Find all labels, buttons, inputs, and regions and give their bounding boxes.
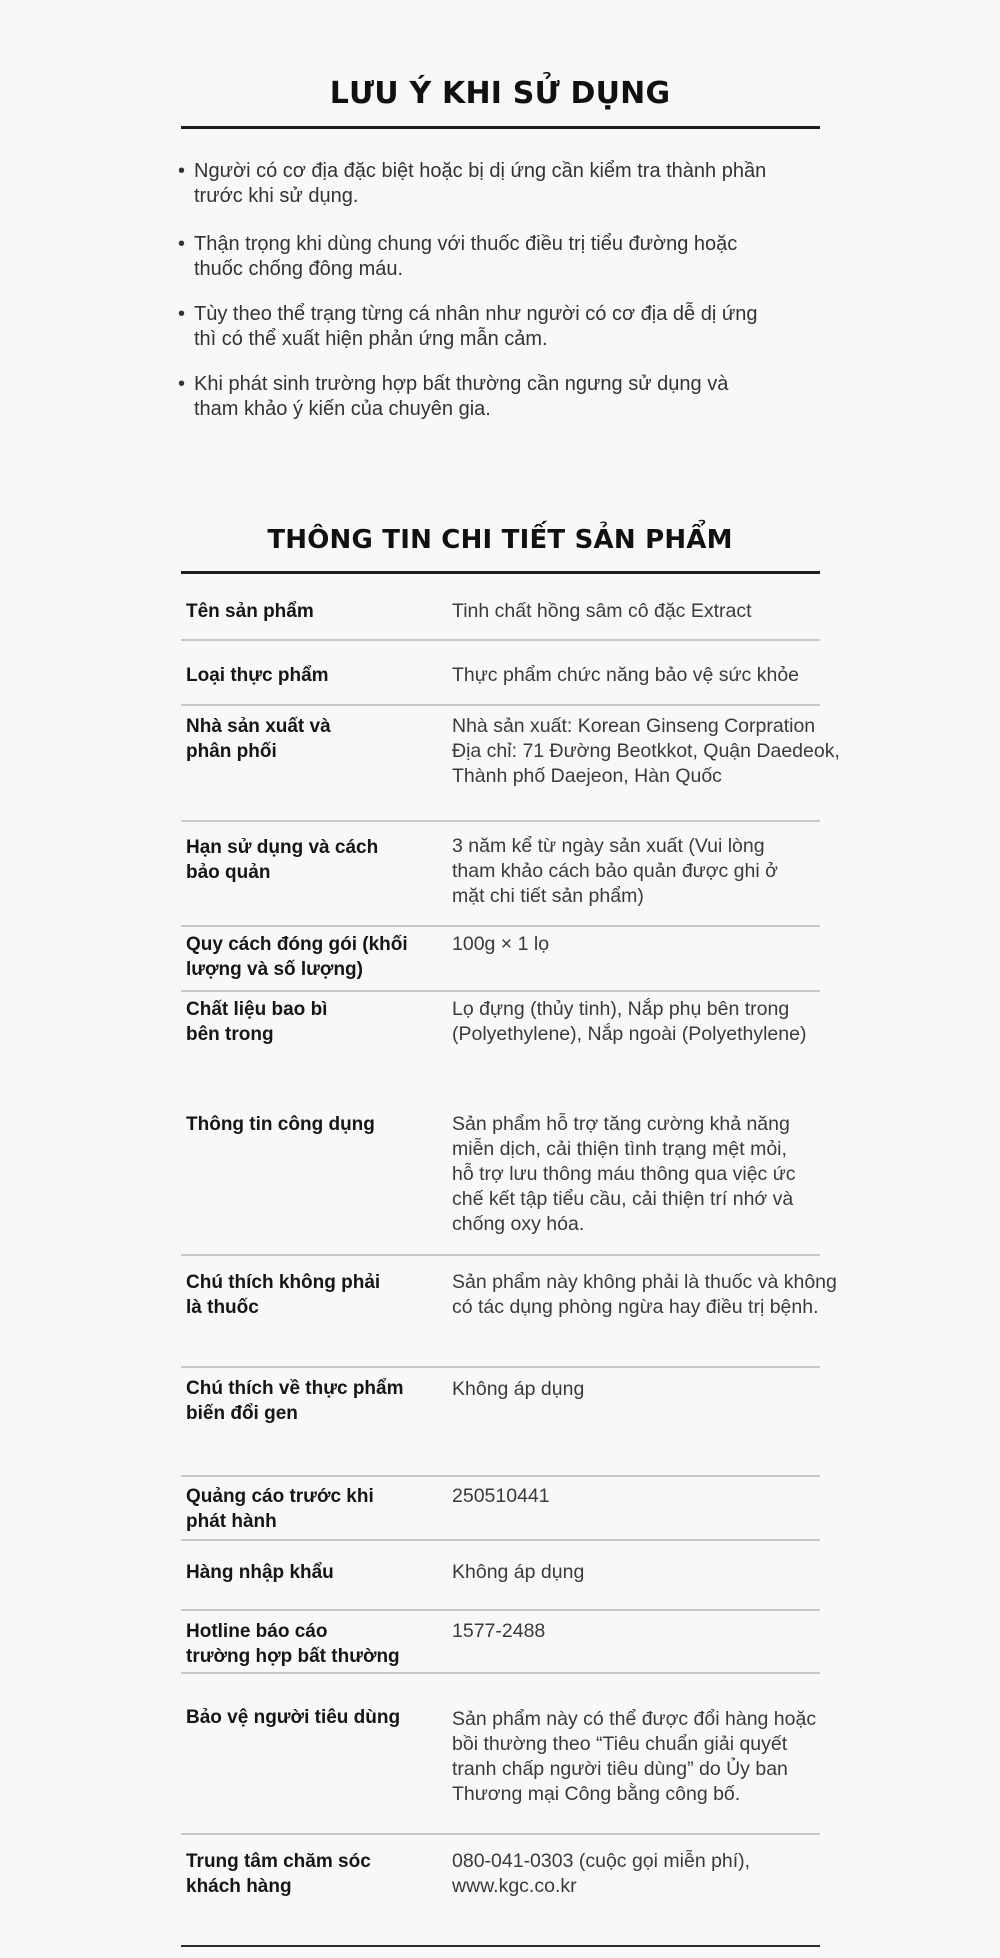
detail-label-hotline: Hotline báo cáo trường hợp bất thường: [186, 1621, 400, 1667]
detail-label-product-name: Tên sản phẩm: [186, 601, 314, 622]
caution-item-text: Thận trọng khi dùng chung với thuốc điều trị tiểu đường hoặc thuốc chống đông máu.: [194, 233, 738, 280]
bullet-icon: •: [178, 233, 186, 255]
detail-value-hotline: 1577-2488: [452, 1620, 546, 1642]
caution-title: LƯU Ý KHI SỬ DỤNG: [329, 76, 671, 111]
detail-value-not-medicine: Sản phẩm này không phải là thuốc và không có tác dụng phòng ngừa hay điều trị bệnh.: [452, 1271, 837, 1318]
bullet-icon: •: [178, 160, 186, 182]
row-divider: [181, 1254, 820, 1256]
detail-value-consumer-protection: Sản phẩm này có thể được đổi hàng hoặc bồi thường theo “Tiêu chuẩn giải quyết tranh chấp người tiêu dùng” do Ủy ban Thương mại Công bằng công bố.: [452, 1708, 817, 1805]
detail-value-customer-care: 080-041-0303 (cuộc gọi miễn phí), www.kgc.co.kr: [452, 1850, 751, 1897]
row-divider: [181, 1609, 820, 1611]
detail-value-function-info: Sản phẩm hỗ trợ tăng cường khả năng miễn dịch, cải thiện tình trạng mệt mỏi, hỗ trợ lưu thông máu thông qua việc ức chế kết tập tiểu cầu, cải thiện trí nhớ và chống oxy hóa.: [452, 1113, 796, 1235]
detail-label-imported: Hàng nhập khẩu: [186, 1562, 334, 1583]
caution-item: [178, 372, 878, 424]
row-divider: [181, 820, 820, 822]
detail-label-function-info: Thông tin công dụng: [186, 1114, 375, 1135]
detail-label-gmo-note: Chú thích về thực phẩm biến đổi gen: [186, 1378, 404, 1424]
detail-label-customer-care: Trung tâm chăm sóc khách hàng: [186, 1851, 371, 1897]
details-title: THÔNG TIN CHI TIẾT SẢN PHẨM: [267, 525, 733, 555]
detail-label-pre-approval-ad: Quảng cáo trước khi phát hành: [186, 1486, 374, 1532]
row-divider: [181, 1672, 820, 1674]
detail-value-product-name: Tinh chất hồng sâm cô đặc Extract: [452, 600, 752, 622]
detail-value-packaging-material: Lọ đựng (thủy tinh), Nắp phụ bên trong (Polyethylene), Nắp ngoài (Polyethylene): [452, 998, 807, 1045]
detail-label-consumer-protection: Bảo vệ người tiêu dùng: [186, 1707, 401, 1728]
detail-value-manufacturer: Nhà sản xuất: Korean Ginseng Corpration Địa chỉ: 71 Đường Beotkkot, Quận Daedeok, Thành phố Daejeon, Hàn Quốc: [452, 715, 840, 787]
row-divider: [181, 704, 820, 706]
row-divider: [181, 1475, 820, 1477]
detail-label-manufacturer: Nhà sản xuất và phân phối: [186, 716, 331, 762]
caution-item-text: Khi phát sinh trường hợp bất thường cần ngưng sử dụng và tham khảo ý kiến của chuyên gia.: [194, 373, 729, 420]
caution-item-text: Tùy theo thể trạng từng cá nhân như người có cơ địa dễ dị ứng thì có thể xuất hiện phản ứng mẫn cảm.: [194, 303, 758, 350]
detail-label-expiry-storage: Hạn sử dụng và cách bảo quản: [186, 837, 379, 883]
caution-item: [178, 232, 878, 284]
bullet-icon: •: [178, 303, 186, 325]
row-divider: [181, 1539, 820, 1541]
bullet-icon: •: [178, 373, 186, 395]
row-divider: [181, 1366, 820, 1368]
detail-value-food-type: Thực phẩm chức năng bảo vệ sức khỏe: [452, 664, 800, 686]
caution-item: [178, 302, 878, 354]
row-divider: [181, 990, 820, 992]
detail-value-gmo-note: Không áp dụng: [452, 1378, 585, 1400]
detail-label-not-medicine: Chú thích không phải là thuốc: [186, 1272, 381, 1318]
detail-value-packaging-spec: 100g × 1 lọ: [452, 933, 550, 955]
row-divider: [181, 639, 820, 641]
detail-value-expiry-storage: 3 năm kể từ ngày sản xuất (Vui lòng tham khảo cách bảo quản được ghi ở mặt chi tiết sản phẩm): [452, 835, 778, 907]
row-divider: [181, 1833, 820, 1835]
detail-label-packaging-material: Chất liệu bao bì bên trong: [186, 999, 328, 1045]
detail-label-packaging-spec: Quy cách đóng gói (khối lượng và số lượng): [186, 934, 408, 980]
caution-title-underline: [181, 126, 820, 129]
detail-value-imported: Không áp dụng: [452, 1561, 585, 1583]
caution-item-text: Người có cơ địa đặc biệt hoặc bị dị ứng cần kiểm tra thành phần trước khi sử dụng.: [194, 160, 767, 207]
detail-value-pre-approval-ad: 250510441: [452, 1485, 550, 1507]
details-title-underline: [181, 571, 820, 574]
detail-label-food-type: Loại thực phẩm: [186, 665, 329, 686]
details-bottom-rule: [181, 1945, 820, 1947]
row-divider: [181, 925, 820, 927]
caution-item: [178, 159, 878, 211]
